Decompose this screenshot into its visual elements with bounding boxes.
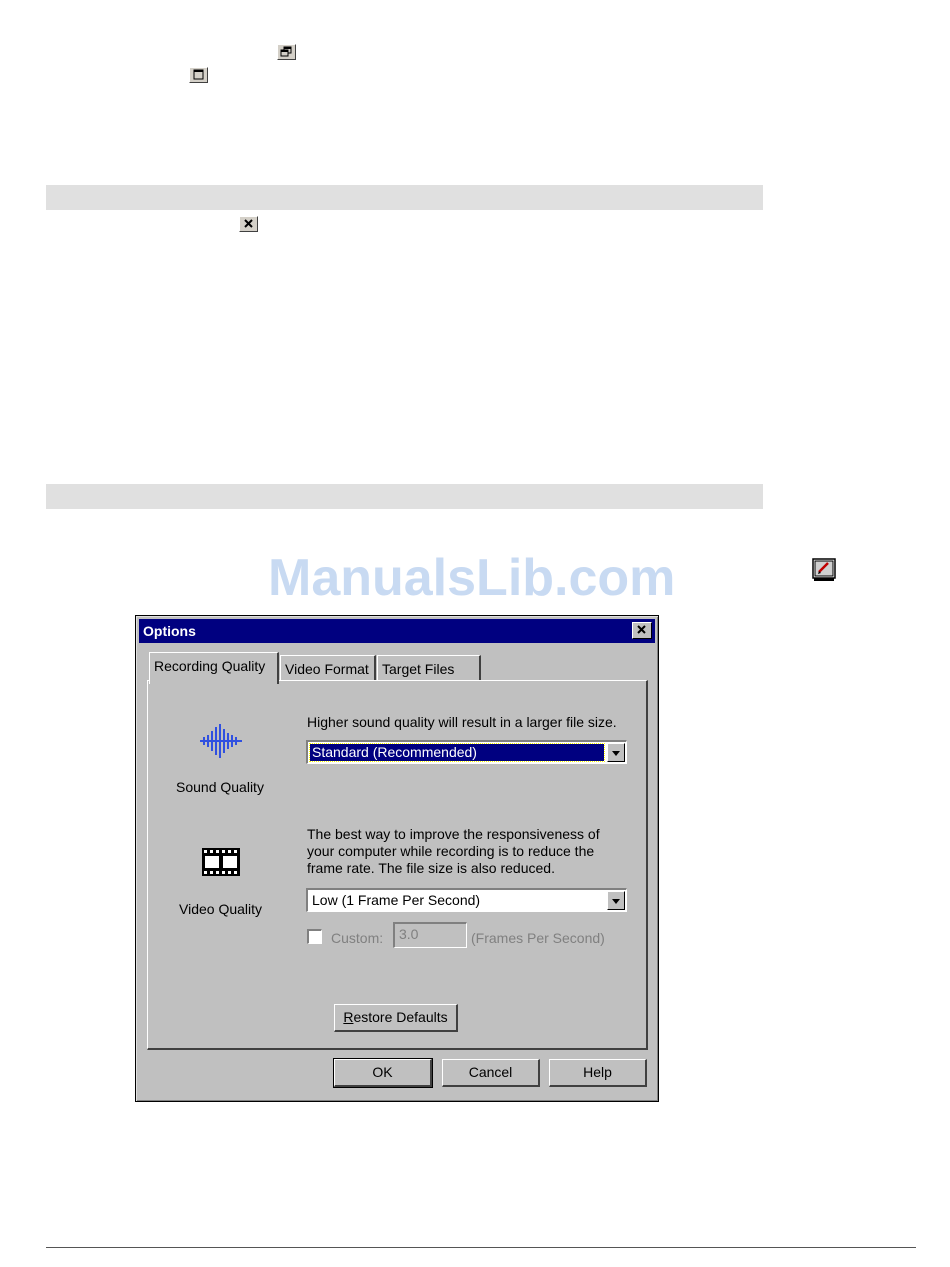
tab-recording-quality[interactable]: Recording Quality xyxy=(149,652,279,684)
dialog-titlebar[interactable] xyxy=(139,619,655,643)
video-quality-select[interactable] xyxy=(306,888,627,912)
custom-label: Custom: xyxy=(331,930,384,946)
frames-per-second-label: (Frames Per Second) xyxy=(471,930,605,946)
dialog-close-button[interactable] xyxy=(632,622,652,639)
cancel-button[interactable]: Cancel xyxy=(442,1059,540,1087)
help-button[interactable]: Help xyxy=(549,1059,647,1087)
recording-quality-panel xyxy=(147,680,648,1050)
close-window-icon xyxy=(239,216,258,232)
sound-quality-value: Standard (Recommended) xyxy=(310,744,604,761)
tab-video-format[interactable]: Video Format xyxy=(280,655,376,681)
film-strip-icon xyxy=(201,847,241,877)
custom-frame-rate-checkbox[interactable] xyxy=(307,929,322,944)
custom-frame-rate-value: 3.0 xyxy=(399,926,419,942)
close-icon xyxy=(633,623,651,638)
custom-frame-rate-input[interactable] xyxy=(393,922,467,948)
video-quality-label: Video Quality xyxy=(179,901,263,917)
chevron-down-icon[interactable] xyxy=(607,891,625,910)
restore-window-icon xyxy=(277,44,296,60)
sound-wave-icon xyxy=(198,723,244,759)
sound-quality-select[interactable] xyxy=(306,740,627,764)
maximize-window-icon xyxy=(189,67,208,83)
video-quality-description-line-3: frame rate. The file size is also reduced. xyxy=(307,860,555,876)
chevron-down-icon[interactable] xyxy=(607,743,625,762)
restore-defaults-button[interactable] xyxy=(334,1004,458,1032)
restore-accelerator: R xyxy=(343,1009,354,1025)
ok-button[interactable]: OK xyxy=(334,1059,432,1087)
restore-label: estore Defaults xyxy=(353,1009,448,1025)
sound-quality-description: Higher sound quality will result in a larger file size. xyxy=(307,714,617,730)
section-band-2 xyxy=(46,484,763,509)
watermark: ManualsLib.com xyxy=(268,549,676,607)
section-band-1 xyxy=(46,185,763,210)
footer-rule xyxy=(46,1247,916,1248)
dialog-title: Options xyxy=(143,623,196,639)
options-toolbar-icon xyxy=(812,558,836,582)
tab-target-files[interactable]: Target Files xyxy=(377,655,481,681)
options-dialog xyxy=(135,615,659,1102)
video-quality-value: Low (1 Frame Per Second) xyxy=(312,892,481,908)
sound-quality-label: Sound Quality xyxy=(176,779,264,795)
video-quality-description-line-2: your computer while recording is to reduce the xyxy=(307,843,595,859)
video-quality-description-line-1: The best way to improve the responsiveness of xyxy=(307,826,600,842)
